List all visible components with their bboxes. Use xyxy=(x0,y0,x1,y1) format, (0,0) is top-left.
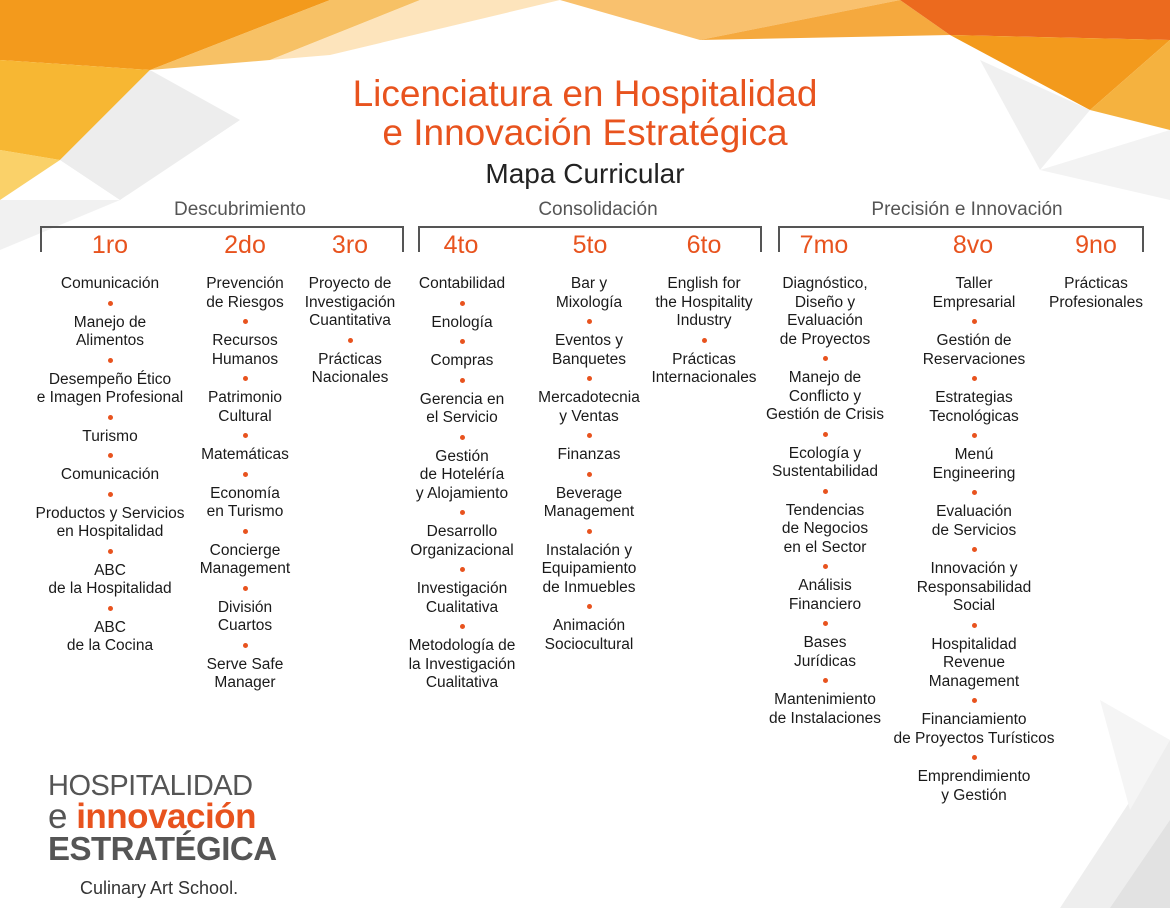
course-line: y Ventas xyxy=(559,407,619,425)
course-item xyxy=(398,580,526,617)
course-line: de Negocios xyxy=(781,520,869,537)
course-line: Organizacional xyxy=(410,541,514,559)
course-line: Equipamiento xyxy=(541,560,637,577)
separator-dot xyxy=(587,604,592,609)
course-line: Comunicación xyxy=(60,275,160,292)
course-item xyxy=(185,542,305,579)
separator-dot xyxy=(823,489,828,494)
course-line: the Hospitality xyxy=(655,293,753,311)
course-line: Innovación y xyxy=(930,560,1018,577)
phase-label-precision: Precisión e Innovación xyxy=(871,199,1063,220)
course-line: ABC xyxy=(94,561,126,579)
course-line: Mantenimiento xyxy=(774,691,876,708)
course-line: Conflicto y xyxy=(788,387,862,405)
course-line: Productos y Servicios xyxy=(35,504,185,522)
course-item xyxy=(758,275,892,349)
course-item xyxy=(20,275,200,294)
semester-header-6: 6to xyxy=(686,231,722,259)
course-line: Sustentabilidad xyxy=(772,463,878,480)
separator-dot xyxy=(243,586,248,591)
course-line: Gestión de Crisis xyxy=(765,406,884,423)
course-line: Gerencia en xyxy=(419,390,505,408)
separator-dot xyxy=(243,376,248,381)
semester-header-3: 3ro xyxy=(331,231,369,259)
separator-dot xyxy=(108,453,113,458)
course-line: Profesionales xyxy=(1049,293,1143,311)
course-item xyxy=(758,445,892,482)
separator-dot xyxy=(243,433,248,438)
course-item xyxy=(398,637,526,693)
course-line: División xyxy=(217,598,273,616)
course-line: Cualitativa xyxy=(425,598,499,616)
separator-dot xyxy=(972,433,977,438)
course-line: Diseño y xyxy=(794,293,856,311)
separator-dot xyxy=(823,356,828,361)
separator-dot xyxy=(587,319,592,324)
course-item xyxy=(20,314,200,351)
course-line: de Instalaciones xyxy=(768,709,882,727)
course-line: e Imagen Profesional xyxy=(36,389,184,406)
separator-dot xyxy=(972,376,977,381)
course-item xyxy=(528,485,650,522)
course-line: de la Hospitalidad xyxy=(48,580,172,597)
course-line: Emprendimiento xyxy=(917,768,1031,785)
course-line: Cuantitativa xyxy=(309,312,391,329)
course-line: Industry xyxy=(676,312,732,329)
separator-dot xyxy=(823,621,828,626)
course-item xyxy=(643,275,765,331)
course-line: Cuartos xyxy=(217,617,273,634)
course-line: Desempeño Ético xyxy=(48,370,172,388)
course-item xyxy=(20,466,200,485)
semester-column-8 xyxy=(884,275,1064,805)
course-line: Prevención xyxy=(206,275,284,292)
course-line: Revenue xyxy=(942,654,1006,671)
course-line: Compras xyxy=(430,352,494,369)
course-line: Manager xyxy=(214,674,276,691)
separator-dot xyxy=(460,567,465,572)
course-line: Concierge xyxy=(209,541,281,559)
course-item xyxy=(758,577,892,614)
separator-dot xyxy=(972,755,977,760)
logo-line-3: ESTRATÉGICA xyxy=(48,830,277,867)
course-item xyxy=(758,691,892,728)
course-item xyxy=(398,352,526,371)
course-line: Serve Safe xyxy=(206,655,284,673)
course-item xyxy=(528,275,650,312)
course-item xyxy=(185,446,305,465)
semester-header-1: 1ro xyxy=(91,231,129,259)
course-item xyxy=(185,656,305,693)
course-line: Bar y xyxy=(570,275,608,292)
page-title xyxy=(0,74,1170,152)
course-item xyxy=(20,371,200,408)
semester-header-9: 9no xyxy=(1075,231,1117,259)
semester-header-7: 7mo xyxy=(799,231,849,259)
course-line: Animación xyxy=(552,617,626,634)
course-line: Economía xyxy=(210,484,280,502)
course-line: Gestión xyxy=(435,447,489,465)
semester-header-5: 5to xyxy=(572,231,608,259)
course-item xyxy=(295,351,405,388)
course-item xyxy=(884,332,1064,369)
separator-dot xyxy=(243,472,248,477)
course-item xyxy=(185,599,305,636)
course-line: de Riesgos xyxy=(206,293,284,311)
course-item xyxy=(643,351,765,388)
course-item xyxy=(884,275,1064,312)
course-line: Matemáticas xyxy=(201,446,289,463)
separator-dot xyxy=(108,492,113,497)
semester-column-9 xyxy=(1044,275,1148,312)
course-item xyxy=(528,389,650,426)
semester-column-7 xyxy=(758,275,892,728)
course-line: Management xyxy=(199,560,291,577)
separator-dot xyxy=(823,432,828,437)
separator-dot xyxy=(108,549,113,554)
course-line: Taller xyxy=(955,275,993,292)
course-item xyxy=(185,389,305,426)
course-line: Evaluación xyxy=(936,503,1012,520)
course-item xyxy=(528,446,650,465)
semester-column-5 xyxy=(528,275,650,654)
course-line: Beverage xyxy=(555,484,623,502)
course-item xyxy=(528,332,650,369)
course-item xyxy=(884,446,1064,483)
course-line: English for xyxy=(667,275,741,292)
course-line: Ecología y xyxy=(788,444,862,462)
course-line: Tendencias xyxy=(785,501,865,519)
course-line: Prácticas xyxy=(318,350,382,368)
course-line: Mercadotecnia xyxy=(538,389,640,406)
course-item xyxy=(20,562,200,599)
course-line: Patrimonio xyxy=(207,389,283,406)
semester-column-2 xyxy=(185,275,305,693)
course-item xyxy=(884,560,1064,616)
course-line: y Gestión xyxy=(941,786,1007,804)
course-line: Gestión de xyxy=(936,332,1012,349)
separator-dot xyxy=(243,643,248,648)
course-item xyxy=(20,428,200,447)
separator-dot xyxy=(460,339,465,344)
course-line: Banquetes xyxy=(551,350,627,368)
course-item xyxy=(884,636,1064,692)
course-line: Financiamiento xyxy=(921,711,1027,728)
separator-dot xyxy=(460,378,465,383)
logo-line-2 xyxy=(48,797,278,836)
course-item xyxy=(295,275,405,331)
course-line: en Turismo xyxy=(206,503,284,520)
course-item xyxy=(20,505,200,542)
course-item xyxy=(884,503,1064,540)
course-line: Estrategias xyxy=(935,389,1013,406)
course-item xyxy=(528,617,650,654)
course-line: Empresarial xyxy=(932,293,1016,311)
course-line: Turismo xyxy=(82,427,138,445)
course-item xyxy=(758,634,892,671)
semester-column-4 xyxy=(398,275,526,693)
course-line: de la Cocina xyxy=(66,637,154,654)
course-item xyxy=(185,275,305,312)
course-item xyxy=(398,523,526,560)
semester-header-2: 2do xyxy=(224,231,266,259)
separator-dot xyxy=(108,415,113,420)
course-line: Enología xyxy=(431,313,493,331)
course-line: Desarrollo xyxy=(426,523,498,540)
course-item xyxy=(884,768,1064,805)
course-line: Recursos xyxy=(212,332,278,349)
course-item xyxy=(758,369,892,425)
semester-header-8: 8vo xyxy=(952,231,994,259)
course-line: en el Sector xyxy=(783,538,867,556)
course-line: la Investigación xyxy=(408,655,516,673)
course-line: el Servicio xyxy=(426,409,498,426)
phase-label-consolidacion: Consolidación xyxy=(538,199,658,220)
separator-dot xyxy=(972,547,977,552)
course-item xyxy=(398,391,526,428)
course-item xyxy=(398,314,526,333)
separator-dot xyxy=(587,529,592,534)
title-line-1: Licenciatura en Hospitalidad xyxy=(352,73,818,114)
course-line: Alimentos xyxy=(75,332,145,349)
course-line: Contabilidad xyxy=(418,275,506,292)
course-line: Mixología xyxy=(555,293,623,311)
course-line: Manejo de xyxy=(73,313,147,331)
course-item xyxy=(20,619,200,656)
separator-dot xyxy=(108,301,113,306)
separator-dot xyxy=(460,301,465,306)
logo-line-2b: innovación xyxy=(76,797,256,836)
separator-dot xyxy=(460,510,465,515)
logo-line-4: Culinary Art School. xyxy=(80,878,239,898)
course-line: Manejo de xyxy=(788,369,862,386)
course-line: Finanzas xyxy=(557,446,621,463)
course-item xyxy=(884,711,1064,748)
course-item xyxy=(1044,275,1148,312)
course-line: Prácticas xyxy=(1064,275,1128,292)
course-line: Management xyxy=(543,503,635,520)
course-line: Hospitalidad xyxy=(931,635,1017,653)
course-line: Internacionales xyxy=(651,369,757,386)
course-line: Investigación xyxy=(416,580,508,597)
course-line: Cualitativa xyxy=(425,674,499,691)
semester-column-3 xyxy=(295,275,405,388)
course-item xyxy=(398,275,526,294)
course-line: de Proyectos xyxy=(779,330,871,348)
course-line: de Servicios xyxy=(931,521,1017,539)
course-line: Eventos y xyxy=(554,332,624,349)
logo-line-1: HOSPITALIDAD xyxy=(48,770,253,802)
course-line: Humanos xyxy=(211,350,279,368)
course-line: Menú xyxy=(954,446,994,463)
course-line: Investigación xyxy=(304,293,396,311)
separator-dot xyxy=(348,338,353,343)
course-line: Sociocultural xyxy=(544,635,634,653)
course-line: Análisis xyxy=(798,577,852,594)
course-line: en Hospitalidad xyxy=(56,523,164,540)
course-item xyxy=(185,332,305,369)
course-line: Prácticas xyxy=(672,350,736,368)
course-line: Management xyxy=(928,672,1020,690)
separator-dot xyxy=(823,564,828,569)
separator-dot xyxy=(587,433,592,438)
course-line: Cultural xyxy=(218,407,272,425)
separator-dot xyxy=(972,698,977,703)
course-line: Evaluación xyxy=(787,312,863,329)
course-item xyxy=(758,502,892,558)
course-line: Diagnóstico, xyxy=(782,275,868,292)
separator-dot xyxy=(243,529,248,534)
logo-line-2a: e xyxy=(48,797,67,836)
course-line: Social xyxy=(952,597,996,614)
course-item xyxy=(185,485,305,522)
separator-dot xyxy=(972,319,977,324)
separator-dot xyxy=(108,358,113,363)
phase-label-descubrimiento: Descubrimiento xyxy=(174,199,306,220)
course-item xyxy=(884,389,1064,426)
separator-dot xyxy=(460,435,465,440)
separator-dot xyxy=(702,338,707,343)
separator-dot xyxy=(587,472,592,477)
course-line: Engineering xyxy=(932,464,1016,482)
semester-column-6 xyxy=(643,275,765,388)
school-logo xyxy=(48,772,278,899)
separator-dot xyxy=(108,606,113,611)
page-subtitle: Mapa Curricular xyxy=(485,158,685,189)
separator-dot xyxy=(460,624,465,629)
course-line: Proyecto de xyxy=(308,275,392,292)
course-line: Responsabilidad xyxy=(916,578,1032,596)
course-line: Tecnológicas xyxy=(929,407,1019,425)
course-line: Financiero xyxy=(788,595,862,613)
course-line: de Hoteléría xyxy=(419,466,505,483)
course-line: Comunicación xyxy=(60,466,160,483)
course-line: y Alojamiento xyxy=(415,484,509,502)
semester-header-4: 4to xyxy=(443,231,479,259)
course-item xyxy=(398,448,526,504)
course-line: de Inmuebles xyxy=(542,578,636,596)
course-line: Instalación y xyxy=(545,541,633,559)
title-line-2: e Innovación Estratégica xyxy=(382,112,788,153)
course-line: Bases xyxy=(803,634,847,651)
separator-dot xyxy=(972,623,977,628)
semester-column-1 xyxy=(20,275,200,656)
separator-dot xyxy=(823,678,828,683)
course-line: Reservaciones xyxy=(922,350,1026,368)
separator-dot xyxy=(972,490,977,495)
separator-dot xyxy=(243,319,248,324)
course-line: de Proyectos Turísticos xyxy=(893,729,1055,747)
course-line: Jurídicas xyxy=(793,652,857,670)
separator-dot xyxy=(587,376,592,381)
course-item xyxy=(528,542,650,598)
course-line: ABC xyxy=(94,618,126,636)
course-line: Nacionales xyxy=(311,369,389,386)
course-line: Metodología de xyxy=(408,637,516,654)
